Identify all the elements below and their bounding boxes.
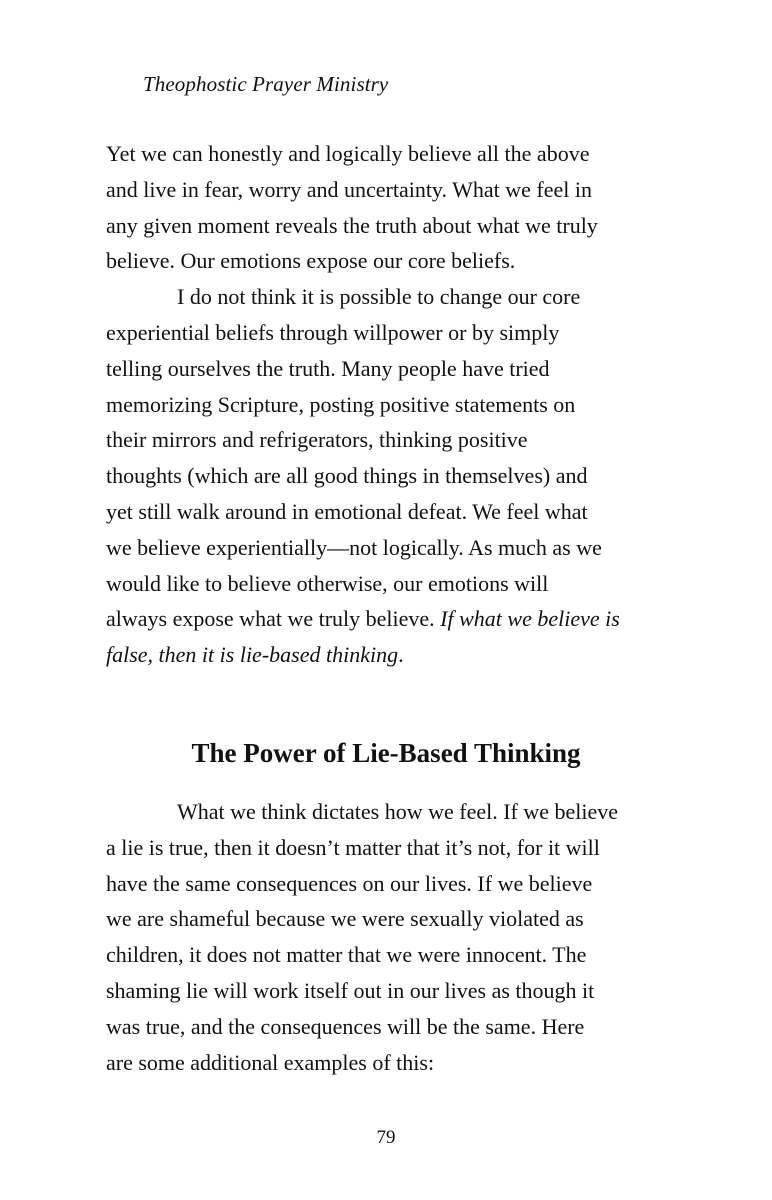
text-line: we are shameful because we were sexually violated as (106, 906, 584, 932)
text-line: believe. Our emotions expose our core beliefs. (106, 248, 516, 274)
section-text-block (106, 794, 666, 1080)
text-line: experiential beliefs through willpower or by simply (106, 319, 560, 345)
text-line: was true, and the consequences will be the same. Here (106, 1013, 585, 1039)
text-run: . (398, 642, 404, 668)
page-number: 79 (376, 1127, 396, 1148)
text-line: telling ourselves the truth. Many people have tried (106, 355, 550, 381)
running-header: Theophostic Prayer Ministry (143, 72, 389, 96)
text-line: any given moment reveals the truth about what we truly (106, 212, 598, 238)
text-line (106, 601, 666, 637)
text-line: thoughts (which are all good things in themselves) and (106, 463, 588, 489)
paragraph-1 (106, 136, 666, 279)
text-line (106, 637, 666, 673)
text-line: have the same consequences on our lives. If we believe (106, 870, 593, 896)
text-line: I do not think it is possible to change our core (177, 284, 581, 310)
text-run: always expose what we truly believe. (106, 606, 441, 632)
emphasis-text: false, then it is lie-based thinking (106, 642, 399, 668)
text-line: would like to believe otherwise, our emotions will (106, 570, 549, 596)
text-line: a lie is true, then it doesn’t matter that it’s not, for it will (106, 834, 600, 860)
text-line: children, it does not matter that we were innocent. The (106, 942, 587, 968)
emphasis-text: If what we believe is (440, 606, 620, 632)
main-text-block (106, 136, 666, 673)
text-line: their mirrors and refrigerators, thinking positive (106, 427, 528, 453)
text-line: What we think dictates how we feel. If we believe (177, 799, 619, 824)
text-line: memorizing Scripture, posting positive statements on (106, 391, 576, 417)
text-line: we believe experientially—not logically. As much as we (106, 534, 602, 560)
paragraph-3 (106, 794, 666, 1080)
section-heading: The Power of Lie-Based Thinking (191, 738, 581, 768)
text-line: yet still walk around in emotional defeat. We feel what (106, 498, 588, 524)
text-line: and live in fear, worry and uncertainty. What we feel in (106, 176, 592, 202)
text-line: Yet we can honestly and logically believe all the above (106, 141, 590, 166)
text-line: shaming lie will work itself out in our lives as though it (106, 977, 595, 1003)
text-line: are some additional examples of this: (106, 1049, 435, 1075)
paragraph-2 (106, 279, 666, 673)
